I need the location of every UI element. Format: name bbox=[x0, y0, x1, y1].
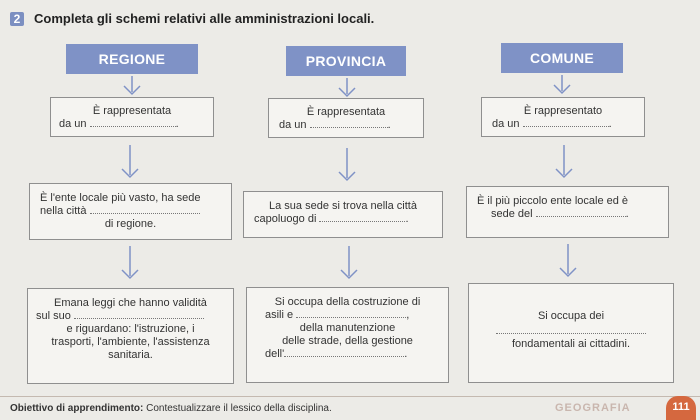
box-text: da un bbox=[59, 118, 87, 130]
footer-objective-label: Obiettivo di apprendimento: bbox=[10, 403, 144, 414]
arrow-down-icon bbox=[556, 244, 580, 278]
box-text: di regione. bbox=[104, 218, 157, 230]
box-text: , bbox=[406, 309, 410, 321]
box-comune-funzioni bbox=[468, 283, 674, 383]
box-text bbox=[477, 208, 658, 221]
arrow-down-icon bbox=[550, 75, 574, 95]
title-comune: COMUNE bbox=[501, 43, 623, 73]
answer-blank[interactable] bbox=[523, 126, 609, 127]
box-regione-funzioni bbox=[27, 288, 234, 384]
arrow-down-icon bbox=[335, 148, 359, 182]
box-text: . bbox=[405, 213, 409, 225]
box-text: nella città bbox=[40, 205, 87, 217]
box-text: È rappresentato bbox=[523, 105, 603, 117]
answer-blank[interactable] bbox=[496, 333, 646, 334]
box-text bbox=[492, 118, 634, 131]
box-text: . bbox=[608, 118, 612, 130]
answer-blank[interactable] bbox=[310, 127, 388, 128]
box-text: fondamentali ai cittadini. bbox=[511, 338, 630, 350]
title-regione: REGIONE bbox=[66, 44, 198, 74]
box-comune-rappresentato bbox=[481, 97, 645, 137]
exercise-instruction: Completa gli schemi relativi alle amministrazioni locali. bbox=[34, 11, 375, 26]
arrow-down-icon bbox=[335, 78, 359, 98]
footer-divider bbox=[0, 396, 700, 397]
arrow-down-icon bbox=[120, 76, 144, 96]
box-provincia-funzioni bbox=[246, 287, 449, 383]
box-provincia-rappresentata bbox=[268, 98, 424, 138]
answer-blank[interactable] bbox=[90, 126, 176, 127]
box-text bbox=[257, 309, 438, 322]
box-text: È rappresentata bbox=[306, 106, 386, 118]
box-text: sanitaria. bbox=[108, 349, 153, 361]
box-text: sede del bbox=[491, 208, 533, 220]
page-number: 111 bbox=[666, 396, 696, 420]
box-text bbox=[59, 118, 205, 131]
title-provincia: PROVINCIA bbox=[286, 46, 406, 76]
box-text: È l'ente locale più vasto, ha sede bbox=[40, 192, 201, 204]
answer-blank[interactable] bbox=[536, 216, 626, 217]
box-text: . bbox=[404, 348, 408, 360]
box-text: e riguardano: l'istruzione, i bbox=[66, 323, 195, 335]
answer-blank[interactable] bbox=[284, 356, 404, 357]
box-text: La sua sede si trova nella città bbox=[269, 200, 417, 212]
subject-label: GEOGRAFIA bbox=[555, 402, 631, 414]
box-text: Emana leggi che hanno validità bbox=[54, 297, 207, 309]
box-text: trasporti, l'ambiente, l'assistenza bbox=[51, 336, 210, 348]
box-text: Si occupa della costruzione di bbox=[274, 296, 421, 308]
box-text: È rappresentata bbox=[92, 105, 172, 117]
exercise-number: 2 bbox=[10, 12, 24, 26]
answer-blank[interactable] bbox=[296, 317, 406, 318]
box-provincia-sede bbox=[243, 191, 443, 238]
box-text bbox=[257, 348, 438, 361]
box-text: sul suo bbox=[36, 310, 71, 322]
box-text: da un bbox=[492, 118, 520, 130]
arrow-down-icon bbox=[118, 246, 142, 280]
box-text: . bbox=[175, 118, 179, 130]
box-text: . bbox=[387, 119, 391, 131]
box-text: È il più piccolo ente locale ed è bbox=[477, 195, 629, 207]
answer-blank[interactable] bbox=[74, 318, 204, 319]
footer-objective bbox=[10, 403, 332, 414]
box-text bbox=[279, 119, 413, 132]
box-text: dell' bbox=[265, 348, 285, 360]
box-comune-sede bbox=[466, 186, 669, 238]
arrow-down-icon bbox=[552, 145, 576, 179]
box-text bbox=[36, 310, 225, 323]
answer-blank[interactable] bbox=[90, 213, 200, 214]
arrow-down-icon bbox=[118, 145, 142, 179]
box-text: della manutenzione bbox=[299, 322, 396, 334]
box-regione-rappresentata bbox=[50, 97, 214, 137]
box-regione-sede bbox=[29, 183, 232, 240]
box-text: delle strade, della gestione bbox=[282, 335, 413, 347]
box-text: . bbox=[625, 208, 629, 220]
footer-objective-text: Contestualizzare il lessico della disciplina. bbox=[146, 403, 332, 414]
answer-blank[interactable] bbox=[319, 221, 405, 222]
box-text bbox=[254, 213, 432, 226]
box-text bbox=[479, 325, 663, 338]
box-text: da un bbox=[279, 119, 307, 131]
box-text: Si occupa dei bbox=[537, 310, 605, 322]
arrow-down-icon bbox=[337, 246, 361, 280]
box-text: capoluogo di bbox=[254, 213, 317, 225]
box-text: asili e bbox=[265, 309, 294, 321]
exercise-header bbox=[10, 11, 374, 26]
box-text bbox=[40, 205, 221, 218]
